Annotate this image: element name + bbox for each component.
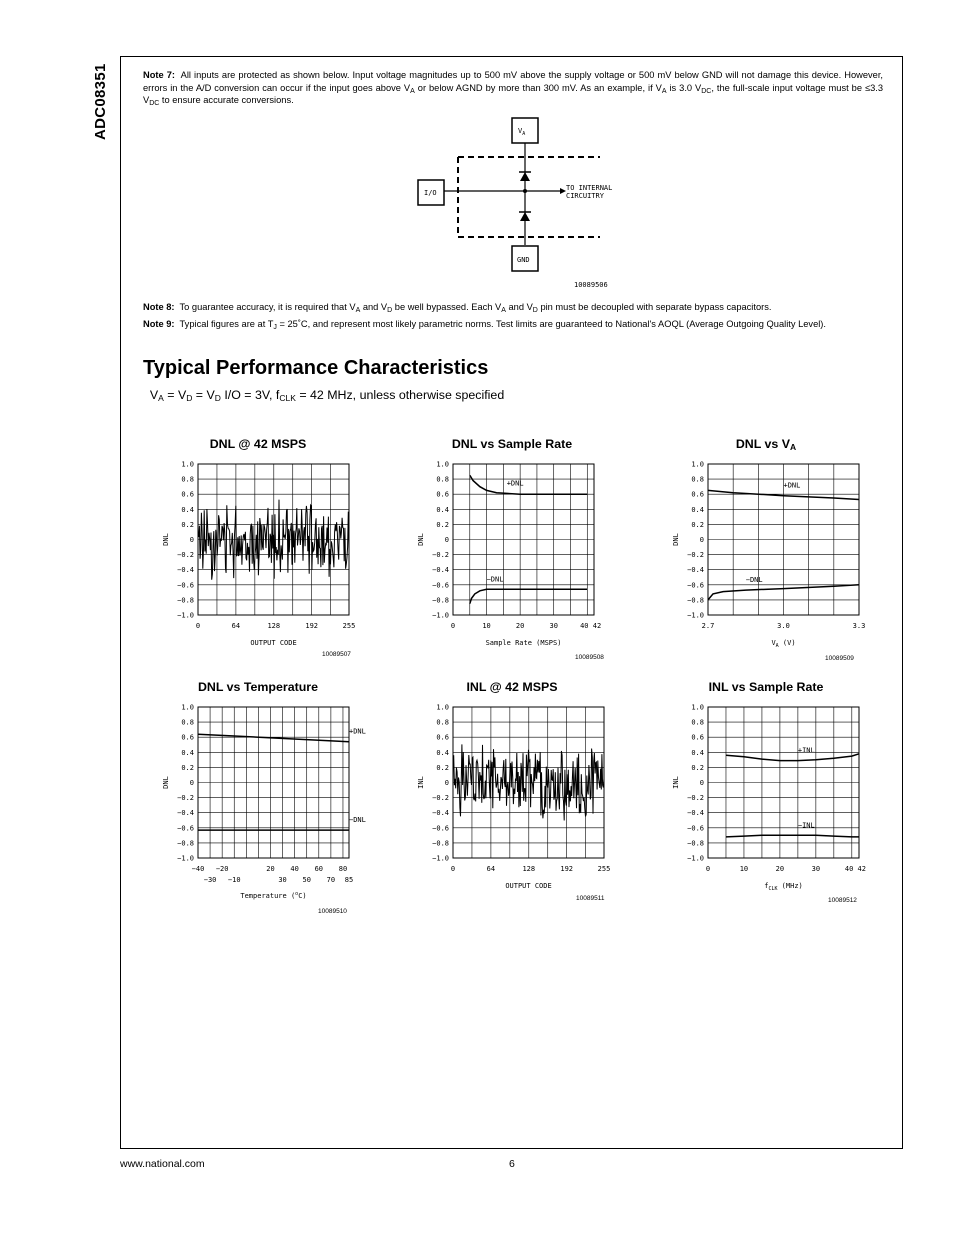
x-tick-label: 3.0 [777,622,790,630]
subscript: A [661,87,667,95]
y-tick-label: −0.2 [432,794,449,803]
y-tick-label: −0.8 [177,596,194,605]
series-label: +DNL [506,479,524,488]
x-tick-label: 2.7 [701,622,715,630]
chart-dnl-vs-temperature [150,698,370,918]
y-tick-label: 0.6 [691,733,704,742]
y-axis-label: DNL [162,776,170,789]
y-tick-label: −0.6 [432,581,449,590]
note-8 [143,301,883,314]
chart-title-dnl-vs-sample-rate: DNL vs Sample Rate [451,437,573,451]
circuitry-label: CIRCUITRY [566,192,604,200]
figure-id: 10089512 [828,897,857,904]
y-tick-label: 0.8 [436,475,449,484]
y-tick-label: −0.2 [177,551,194,560]
series-label: +DNL [783,481,801,490]
figure-id: 10089511 [576,895,605,902]
y-tick-label: 0.4 [691,505,704,514]
x-tick-label: 192 [305,622,319,630]
y-tick-label: 0 [444,536,449,544]
x-tick-label: 0 [705,865,711,873]
x-axis-label: $V_A$ (V) [771,639,796,649]
x-tick-label: 70 [326,876,336,884]
x-tick-label: 60 [314,865,324,873]
y-tick-label: 0.8 [691,718,704,727]
x-tick-label: 30 [811,865,821,873]
chart-title-dnl-vs-va: DNL vs $V_A$ [735,437,797,452]
y-tick-label: 1.0 [436,460,449,469]
series-label: +DNL [349,727,366,736]
series-line [198,734,349,742]
series-line [726,754,859,761]
y-tick-label: −1.0 [687,611,704,620]
series-label: −DNL [349,816,366,825]
subscript: A [410,87,415,95]
note-label: Note 9: [143,319,175,329]
y-tick-label: −0.4 [687,809,704,818]
to-internal-label: TO INTERNAL [566,184,613,192]
y-tick-label: −0.6 [177,581,194,590]
x-tick-label: 30 [549,622,558,630]
y-tick-label: 0.4 [181,748,194,757]
note-label: Note 7: [143,70,175,80]
chart-title-inl-42msps: INL @ 42 MSPS [466,680,558,694]
subscript: A [355,307,361,314]
figure-id: 10089509 [825,655,854,662]
x-tick-label: 40 42 [580,622,602,630]
series-line [470,475,588,494]
y-tick-label: 0.4 [436,505,449,514]
x-tick-label: −10 [227,876,241,884]
x-tick-label: 0 [450,622,456,630]
y-tick-label: −0.6 [687,824,704,833]
y-tick-label: −0.4 [432,566,449,575]
x-tick-label: 50 [302,876,311,884]
y-tick-label: −0.2 [687,794,704,803]
x-axis-label: OUTPUT CODE [505,882,552,890]
x-tick-label: 3.3 [852,622,866,630]
y-tick-label: 0.2 [181,763,194,772]
y-tick-label: −1.0 [177,611,194,620]
y-tick-label: 0.8 [691,475,704,484]
y-tick-label: 0.2 [181,520,194,529]
y-axis-label: INL [672,776,680,789]
x-tick-label: 64 [486,865,496,873]
y-tick-label: −1.0 [687,854,704,863]
y-tick-label: −0.6 [687,581,704,590]
y-tick-label: 1.0 [691,703,704,712]
series-label: −INL [797,821,815,830]
figure-id: 10089508 [575,654,604,661]
note-text: to ensure accurate conversions. [159,95,294,106]
x-tick-label: 40 [290,865,299,873]
y-axis-label: DNL [162,533,170,546]
y-tick-label: 0.4 [691,748,704,757]
y-tick-label: 1.0 [181,460,194,469]
chart-inl-vs-sample-rate [660,698,880,908]
x-tick-label: 85 [344,876,354,884]
y-tick-label: 0 [699,536,704,544]
x-tick-label: −20 [215,865,229,873]
y-tick-label: −0.2 [432,551,449,560]
footer-url: www.national.com [120,1158,205,1170]
subscript: DC [149,100,160,108]
input-protection-schematic [410,115,630,295]
io-label: I/O [424,189,437,197]
x-tick-label: 0 [195,622,201,630]
y-tick-label: −0.4 [177,809,194,818]
y-tick-label: −0.4 [177,566,194,575]
note-text: is 3.0 V [666,82,702,93]
y-tick-label: 0.8 [436,718,449,727]
va-label: $V_A$ [518,127,526,137]
y-tick-label: −0.8 [432,596,449,605]
subscript: J [273,324,277,331]
figure-id: 10089507 [322,651,351,658]
y-tick-label: 0.2 [691,763,704,772]
y-tick-label: 0 [444,779,449,787]
x-tick-label: 192 [560,865,574,873]
chart-title-inl-vs-sample-rate: INL vs Sample Rate [708,680,824,694]
subscript: D [387,307,393,314]
y-tick-label: 1.0 [691,460,704,469]
y-tick-label: 0.6 [436,490,449,499]
x-tick-label: 10 [739,865,749,873]
note-9 [143,318,883,331]
y-tick-label: 0.2 [691,520,704,529]
series-label: +INL [797,746,815,755]
x-tick-label: 128 [522,865,536,873]
chart-dnl-42msps [150,455,370,665]
x-tick-label: 255 [597,865,611,873]
x-axis-label: $f_{CLK}$ (MHz) [764,882,803,892]
y-tick-label: 0.6 [181,490,194,499]
upper-diode [520,172,530,181]
x-tick-label: 0 [450,865,456,873]
note-text: or below AGND by more than 300 mV. As an example, if V [414,82,662,93]
x-axis-label: OUTPUT CODE [250,639,297,647]
x-tick-label: 20 [266,865,275,873]
y-axis-label: DNL [417,533,425,546]
y-tick-label: 0 [189,536,194,544]
y-tick-label: −0.8 [432,839,449,848]
y-tick-label: −0.6 [432,824,449,833]
x-tick-label: 255 [342,622,356,630]
y-tick-label: −0.2 [177,794,194,803]
x-tick-label: 30 [278,876,287,884]
y-tick-label: −0.4 [687,566,704,575]
x-tick-label: −30 [203,876,217,884]
test-conditions: $V_A = V_D = V_D$ I/O = 3V, $f_{CLK} = 42$ MHz, unless otherwise specified [149,388,505,403]
y-tick-label: 0.6 [181,733,194,742]
x-tick-label: 10 [482,622,491,630]
x-tick-label: 80 [338,865,348,873]
note-text: and V [360,302,388,312]
series-line [726,835,859,837]
note-text: To guarantee accuracy, it is required that V [179,302,356,312]
chart-inl-42msps [405,698,625,908]
chart-dnl-vs-va [660,455,880,665]
y-tick-label: −0.6 [177,824,194,833]
y-tick-label: −0.8 [687,839,704,848]
y-tick-label: 1.0 [181,703,194,712]
page-number: 6 [509,1158,515,1170]
x-tick-label: 128 [267,622,281,630]
note-text: be well bypassed. Each V [392,302,502,312]
x-axis-label: Temperature ($^o$C) [240,891,307,900]
x-tick-label: 64 [231,622,241,630]
note-text: All inputs are protected as shown below. Input voltage magnitudes up to 500 mV above the supply voltage or 500 mV below GND will not damage this device. However, errors in the A/D conversion can occur if the input goes above V [143,70,883,93]
y-tick-label: 0.6 [436,733,449,742]
chart-dnl-vs-sample-rate [405,455,625,665]
side-title: ADC08351 [92,63,109,140]
gnd-label: GND [517,256,530,264]
series-label: −DNL [486,575,504,584]
y-tick-label: −0.4 [432,809,449,818]
figure-id: 10089506 [574,281,608,289]
y-tick-label: 0.4 [181,505,194,514]
y-tick-label: 0.6 [691,490,704,499]
y-tick-label: 0.2 [436,520,449,529]
note-text: Typical figures are at T [179,319,274,329]
note-text: and V [505,302,533,312]
y-tick-label: 0.2 [436,763,449,772]
x-tick-label: 40 42 [844,865,866,873]
figure-id: 10089510 [318,908,347,915]
y-axis-label: INL [417,776,425,789]
chart-title-dnl-42msps: DNL @ 42 MSPS [209,437,307,451]
x-tick-label: 20 [775,865,785,873]
y-tick-label: 0 [699,779,704,787]
y-tick-label: −1.0 [177,854,194,863]
note-text: pin must be decoupled with separate bypass capacitors. [537,302,772,312]
subscript: DC [701,87,712,95]
y-tick-label: −0.8 [687,596,704,605]
chart-title-dnl-vs-temperature: DNL vs Temperature [197,680,319,694]
note-text: , the full-scale input voltage must be ≤3.3 V [143,82,883,106]
lower-diode [520,212,530,221]
note-label: Note 8: [143,302,175,312]
x-tick-label: −40 [191,865,205,873]
note-7 [143,69,883,107]
x-axis-label: Sample Rate (MSPS) [485,639,562,647]
y-tick-label: 1.0 [436,703,449,712]
x-tick-label: 20 [515,622,525,630]
y-axis-label: DNL [672,533,680,546]
y-tick-label: 0.4 [436,748,449,757]
y-tick-label: −1.0 [432,611,449,620]
y-tick-label: −0.8 [177,839,194,848]
series-line [470,589,588,603]
subscript: D [532,307,538,314]
y-tick-label: −1.0 [432,854,449,863]
subscript: A [501,307,506,314]
y-tick-label: 0.8 [181,718,194,727]
series-label: −DNL [745,576,763,585]
section-title: Typical Performance Characteristics [143,357,489,379]
y-tick-label: 0 [189,779,194,787]
y-tick-label: −0.2 [687,551,704,560]
note-text: = 25˚C, and represent most likely parametric norms. Test limits are guaranteed to National's AOQL (Average Outgoing Quality Level). [276,319,826,329]
y-tick-label: 0.8 [181,475,194,484]
